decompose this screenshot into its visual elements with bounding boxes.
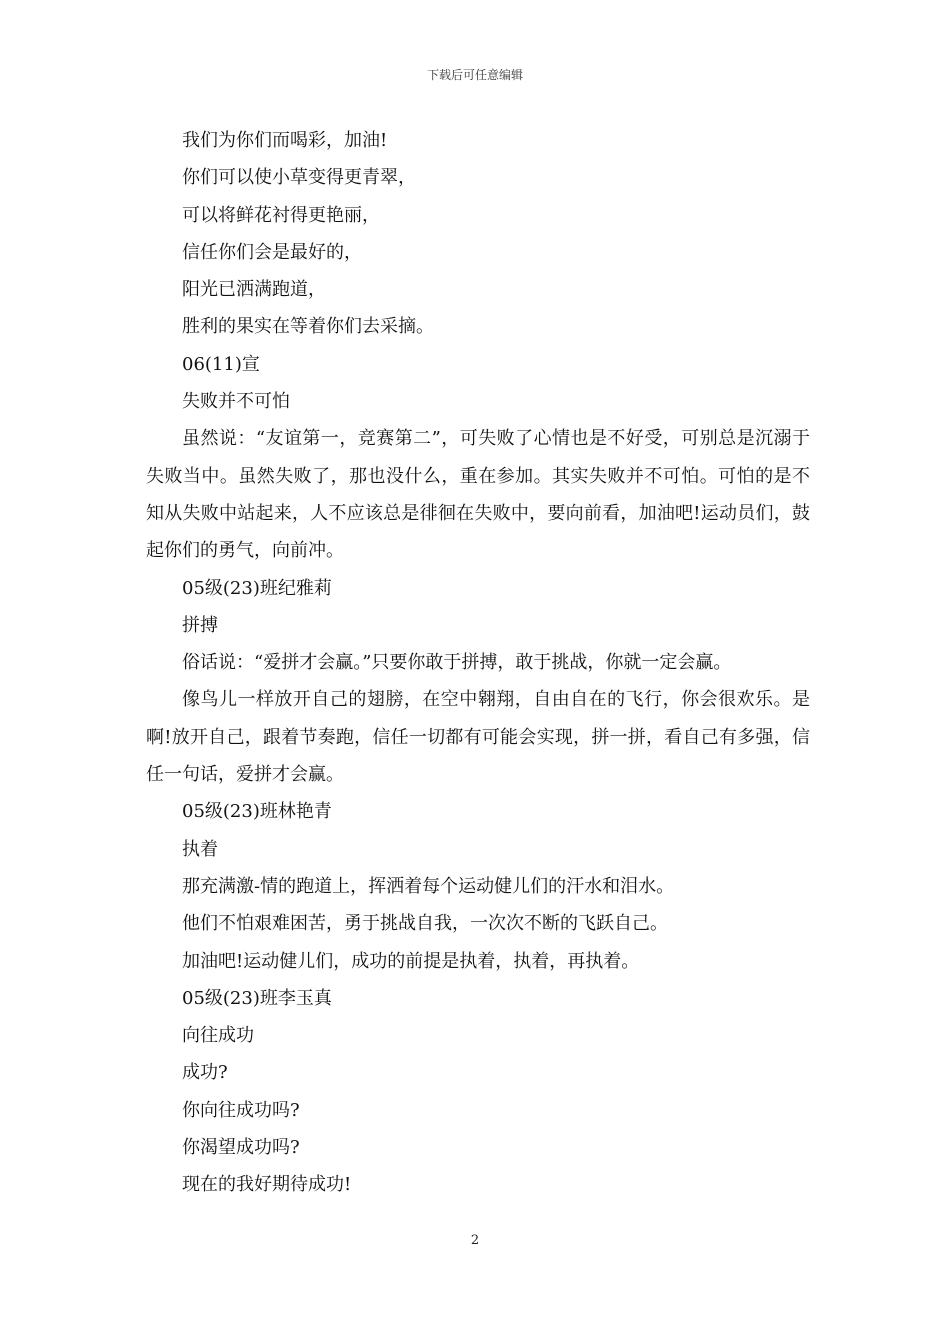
author-line: 06(11)宣 bbox=[182, 353, 260, 375]
section-title: 失败并不可怕 bbox=[182, 391, 290, 413]
section-title: 拼搏 bbox=[182, 614, 218, 636]
text-line: 胜利的果实在等着你们去采摘。 bbox=[182, 316, 434, 338]
text-line: 现在的我好期待成功! bbox=[182, 1174, 352, 1196]
text-line: 加油吧!运动健儿们，成功的前提是执着，执着，再执着。 bbox=[182, 950, 640, 972]
text-line: 他们不怕艰难困苦，勇于挑战自我，一次次不断的飞跃自己。 bbox=[182, 913, 668, 935]
text-line: 信任你们会是最好的， bbox=[182, 241, 362, 263]
text-line: 成功? bbox=[182, 1062, 228, 1084]
author-line: 05级(23)班李玉真 bbox=[182, 987, 332, 1009]
paragraph: 虽然说：“友谊第一，竞赛第二”，可失败了心情也是不好受，可别总是沉溺于失败当中。虽然失败了，那也没什么，重在参加。其实失败并不可怕。可怕的是不知从失败中站起来，人不应该总是徘徊在失败中，要向前看，加油吧!运动员们，鼓起你们的勇气，向前冲。 bbox=[146, 428, 810, 562]
text-line: 你向往成功吗? bbox=[182, 1099, 300, 1121]
author-line: 05级(23)班林艳青 bbox=[182, 801, 332, 823]
text-line: 可以将鲜花衬得更艳丽， bbox=[182, 204, 380, 226]
author-line: 05级(23)班纪雅莉 bbox=[182, 577, 332, 599]
document-body bbox=[146, 122, 810, 1204]
section-title: 执着 bbox=[182, 838, 218, 860]
text-line: 你们可以使小草变得更青翠， bbox=[182, 167, 416, 189]
page-number: 2 bbox=[470, 1233, 480, 1248]
text-line: 阳光已洒满跑道， bbox=[182, 279, 326, 301]
text-line: 你渴望成功吗? bbox=[182, 1137, 300, 1159]
text-line: 我们为你们而喝彩，加油! bbox=[182, 130, 388, 151]
text-line: 俗话说：“爱拼才会赢。”只要你敢于拼搏，敢于挑战，你就一定会赢。 bbox=[182, 652, 732, 674]
page-header: 下载后可任意编辑 bbox=[426, 68, 523, 82]
paragraph: 像鸟儿一样放开自己的翅膀，在空中翱翔，自由自在的飞行，你会很欢乐。是啊!放开自己，跟着节奏跑，信任一切都有可能会实现，拼一拼，看自己有多强，信任一句话，爱拼才会赢。 bbox=[146, 689, 810, 786]
text-line: 那充满激-情的跑道上，挥洒着每个运动健儿们的汗水和泪水。 bbox=[182, 875, 675, 897]
section-title: 向往成功 bbox=[182, 1025, 254, 1047]
